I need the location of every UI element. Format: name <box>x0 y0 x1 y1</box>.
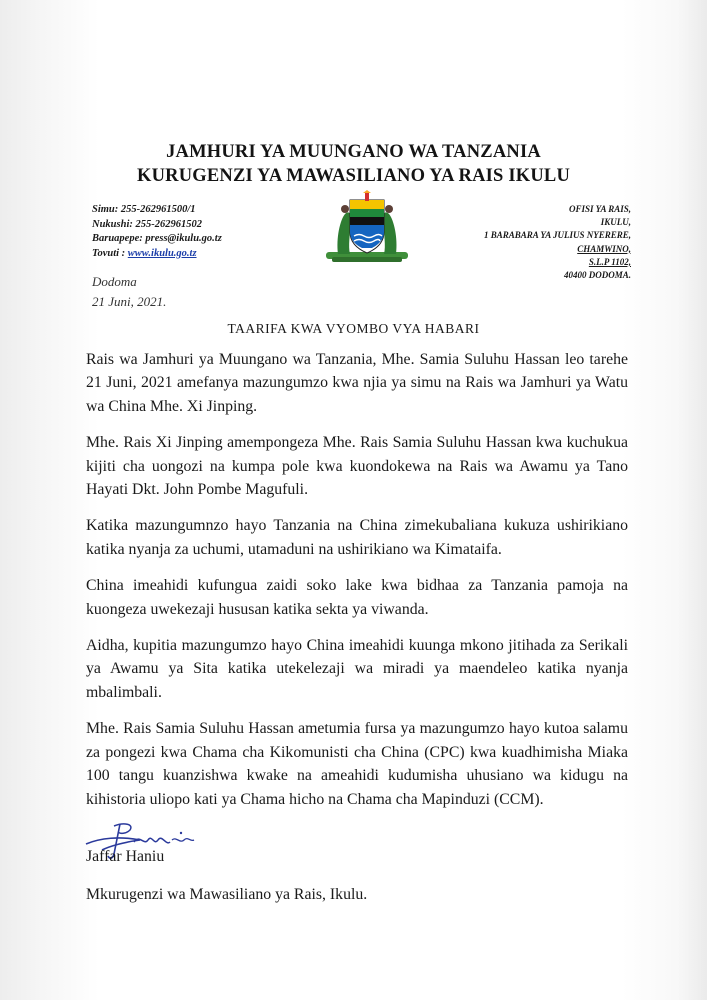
document-title: TAARIFA KWA VYOMBO VYA HABARI <box>227 321 480 336</box>
website-line <box>92 247 222 262</box>
website-link[interactable]: www.ikulu.go.tz <box>127 247 197 259</box>
address-line-1: OFISI YA RAIS, <box>569 204 631 214</box>
place: Dodoma <box>92 274 137 289</box>
fax-number: Nukushi: 255-262961502 <box>92 218 202 230</box>
signatory-name: Jaffar Haniu <box>86 848 165 865</box>
letterhead-line-2: KURUGENZI YA MAWASILIANO YA RAIS IKULU <box>136 166 571 186</box>
contact-details <box>92 203 222 261</box>
address-line-6: 40400 DODOMA. <box>563 270 631 281</box>
address-line-4: CHAMWINO, <box>577 243 631 254</box>
paragraph: China imeahidi kufungua zaidi soko lake kwa bidhaa za Tanzania pamoja na kuongeza uwekezaji hususan katika sekta ya viwanda. <box>86 577 628 618</box>
paragraph: Rais wa Jamhuri ya Muungano wa Tanzania, Mhe. Samia Suluhu Hassan leo tarehe 21 Juni, 2021 amefanya mazungumzo kwa njia ya simu na Rais wa Jamhuri ya Watu wa China Mhe. Xi Jinping. <box>86 351 628 415</box>
paragraph: Mhe. Rais Xi Jinping amempongeza Mhe. Rais Samia Suluhu Hassan kwa kuchukua kijiti cha uongozi na kumpa pole kwa kuondokewa na Rais wa Awamu ya Tano Hayati Dkt. John Pombe Magufuli. <box>86 434 628 499</box>
paragraph: Katika mazungumnzo hayo Tanzania na China zimekubaliana kukuza ushirikiano katika nyanja za uchumi, utamaduni na ushirikiano wa Kimataifa. <box>86 517 628 558</box>
letterhead-line-1: JAMHURI YA MUUNGANO WA TANZANIA <box>166 142 541 162</box>
phone-number: Simu: 255-262961500/1 <box>92 204 196 215</box>
coat-of-arms-emblem <box>326 190 408 264</box>
date: 21 Juni, 2021. <box>92 294 167 309</box>
document-body <box>86 348 628 824</box>
paragraph: Aidha, kupitia mazungumzo hayo China imeahidi kuunga mkono jitihada za Serikali ya Awamu ya Sita katika utekelezaji wa miradi ya maendeleo katika nyanja mbalimbali. <box>86 637 628 701</box>
email-address: Baruapepe: press@ikulu.go.tz <box>92 233 222 244</box>
address-line-2: IKULU, <box>600 217 631 228</box>
letterhead <box>0 140 707 188</box>
address-line-3: 1 BARABARA YA JULIUS NYERERE, <box>484 230 631 241</box>
address-line-5: S.L.P 1102, <box>588 256 631 267</box>
website-label: Tovuti : <box>92 247 128 259</box>
postal-address <box>484 203 631 282</box>
paragraph: Mhe. Rais Samia Suluhu Hassan ametumia fursa ya mazungumzo hayo kutoa salamu za pongezi kwa Chama cha Kikomunisti cha China (CPC) kwa kuadhimisha Miaka 100 tangu kuanzishwa kwake na ameahidi kudumisha uhusiano wa kidugu na kihistoria uliopo kati ya Chama hicho na Chama cha Mapinduzi (CCM). <box>86 720 628 808</box>
signatory-title: Mkurugenzi wa Mawasiliano ya Rais, Ikulu. <box>86 886 368 903</box>
place-and-date <box>92 272 166 312</box>
